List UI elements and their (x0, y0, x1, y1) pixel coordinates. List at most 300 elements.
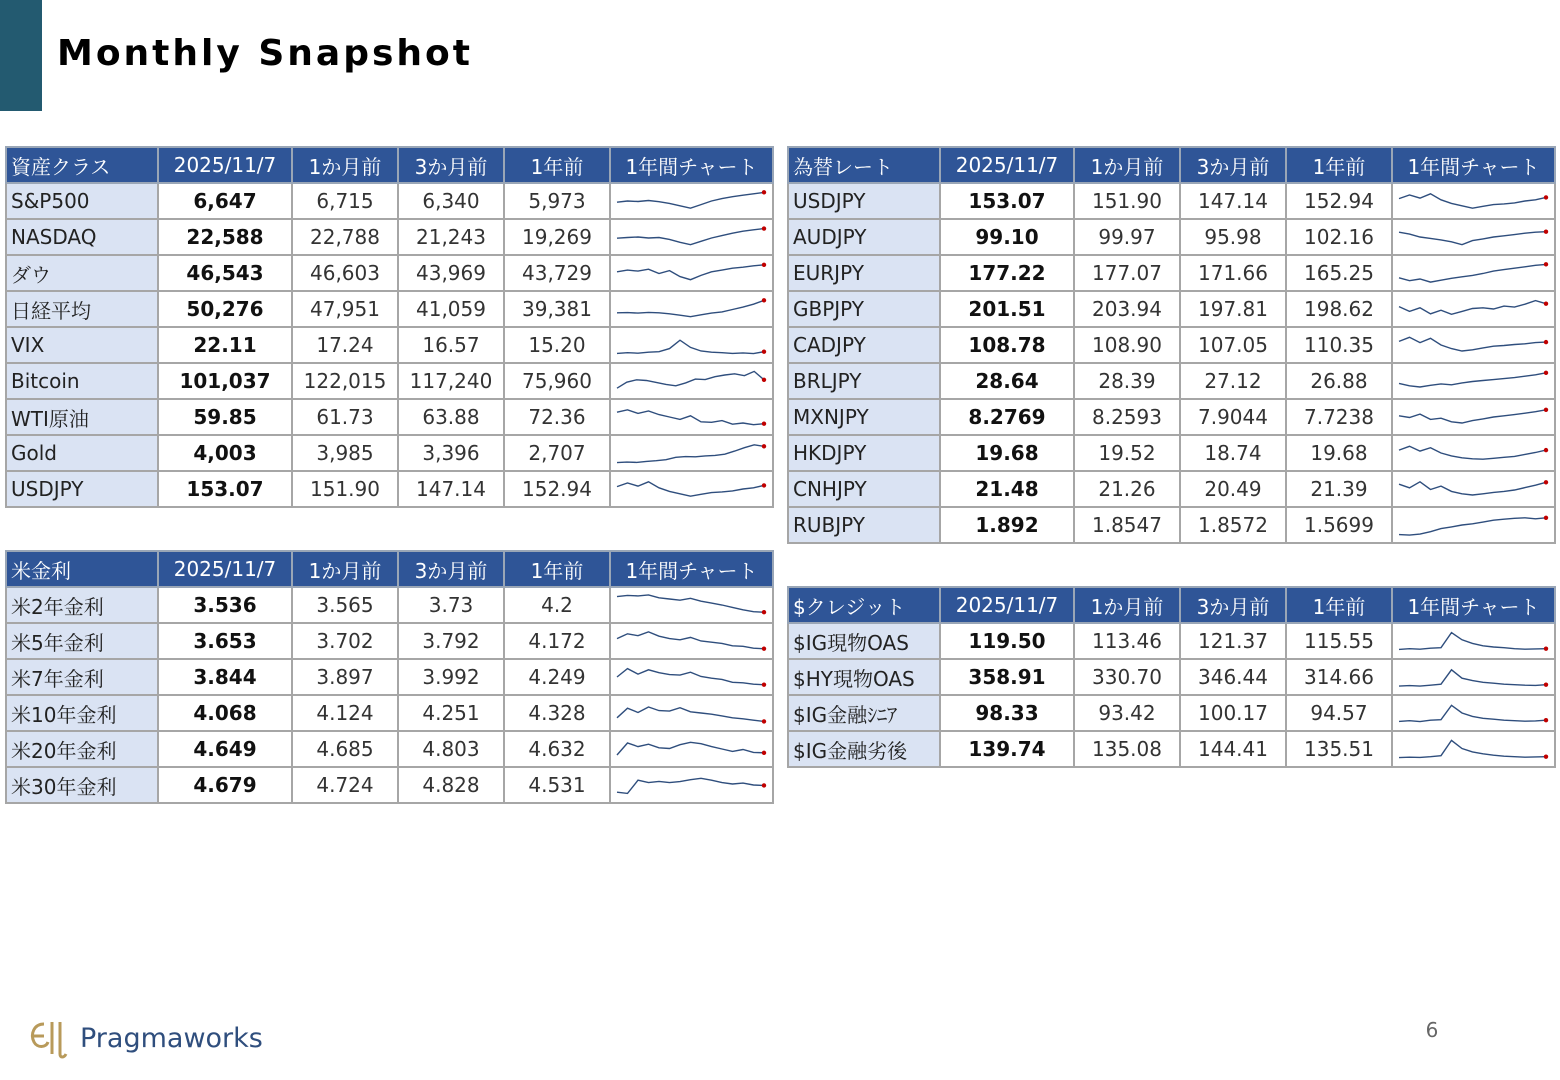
page-title: Monthly Snapshot (57, 33, 473, 74)
sparkline-line (617, 229, 764, 245)
table-row (788, 623, 1555, 659)
sparkline-cell (610, 623, 773, 659)
sparkline-line (617, 632, 764, 649)
sparkline-chart (1393, 221, 1552, 253)
current-value: 3.536 (158, 587, 292, 623)
credit-header-row (788, 587, 1555, 623)
past-value: 5,973 (504, 183, 610, 219)
brand-logo (24, 1014, 263, 1062)
sparkline-cell (610, 399, 773, 435)
past-value: 28.39 (1074, 363, 1180, 399)
sparkline-end-marker (1544, 718, 1548, 722)
sparkline-end-marker (762, 719, 766, 723)
sparkline-line (1399, 740, 1546, 757)
column-header: 2025/11/7 (158, 147, 292, 183)
row-label: S&P500 (6, 183, 158, 219)
current-value: 8.2769 (940, 399, 1074, 435)
sparkline-line (1399, 194, 1546, 208)
past-value: 346.44 (1180, 659, 1286, 695)
column-header: 1年前 (1286, 587, 1392, 623)
column-header: 3か月前 (398, 551, 504, 587)
past-value: 135.08 (1074, 731, 1180, 767)
column-header: 3か月前 (398, 147, 504, 183)
column-header: 1か月前 (1074, 587, 1180, 623)
sparkline-line (1399, 633, 1546, 650)
past-value: 3.992 (398, 659, 504, 695)
past-value: 152.94 (504, 471, 610, 507)
sparkline-cell (1392, 659, 1555, 695)
sparkline-cell (1392, 507, 1555, 543)
past-value: 8.2593 (1074, 399, 1180, 435)
row-label: CNHJPY (788, 471, 940, 507)
row-label: CADJPY (788, 327, 940, 363)
sparkline-end-marker (1544, 516, 1548, 520)
current-value: 21.48 (940, 471, 1074, 507)
sparkline-line (1399, 705, 1546, 721)
past-value: 1.8572 (1180, 507, 1286, 543)
sparkline-end-marker (1544, 408, 1548, 412)
past-value: 4.724 (292, 767, 398, 803)
row-label: $IG金融劣後 (788, 731, 940, 767)
sparkline-chart (611, 329, 770, 361)
sparkline-chart (611, 733, 770, 765)
past-value: 21.26 (1074, 471, 1180, 507)
sparkline-cell (1392, 255, 1555, 291)
current-value: 28.64 (940, 363, 1074, 399)
table-row (6, 255, 773, 291)
sparkline-line (617, 192, 764, 208)
sparkline-cell (610, 659, 773, 695)
past-value: 18.74 (1180, 435, 1286, 471)
sparkline-end-marker (1544, 371, 1548, 375)
current-value: 201.51 (940, 291, 1074, 327)
row-label: HKDJPY (788, 435, 940, 471)
row-label: $IG金融ｼﾆｱ (788, 695, 940, 731)
sparkline-cell (610, 255, 773, 291)
current-value: 46,543 (158, 255, 292, 291)
row-label: Bitcoin (6, 363, 158, 399)
sparkline-end-marker (762, 751, 766, 755)
row-label: GBPJPY (788, 291, 940, 327)
past-value: 147.14 (398, 471, 504, 507)
past-value: 2,707 (504, 435, 610, 471)
table-row (788, 695, 1555, 731)
sparkline-chart (611, 437, 770, 469)
sparkline-line (617, 265, 764, 280)
sparkline-line (1399, 264, 1546, 282)
current-value: 98.33 (940, 695, 1074, 731)
sparkline-line (617, 445, 764, 463)
past-value: 177.07 (1074, 255, 1180, 291)
column-header: 1年間チャート (1392, 587, 1555, 623)
current-value: 4.679 (158, 767, 292, 803)
past-value: 94.57 (1286, 695, 1392, 731)
past-value: 4.2 (504, 587, 610, 623)
sparkline-chart (611, 661, 770, 693)
past-value: 20.49 (1180, 471, 1286, 507)
sparkline-cell (610, 695, 773, 731)
past-value: 171.66 (1180, 255, 1286, 291)
row-label: 米10年金利 (6, 695, 158, 731)
past-value: 6,340 (398, 183, 504, 219)
sparkline-cell (1392, 183, 1555, 219)
current-value: 101,037 (158, 363, 292, 399)
table-row (6, 219, 773, 255)
table-row (6, 587, 773, 623)
sparkline-line (617, 482, 764, 496)
current-value: 3.844 (158, 659, 292, 695)
column-header: 1年前 (504, 551, 610, 587)
sparkline-chart (1393, 473, 1552, 505)
sparkline-chart (611, 473, 770, 505)
current-value: 358.91 (940, 659, 1074, 695)
current-value: 19.68 (940, 435, 1074, 471)
sparkline-end-marker (1544, 302, 1548, 306)
sparkline-chart (1393, 625, 1552, 657)
table-row (6, 399, 773, 435)
table-row (6, 659, 773, 695)
sparkline-end-marker (762, 610, 766, 614)
column-header: 1年前 (1286, 147, 1392, 183)
table-row (788, 363, 1555, 399)
table-row (788, 183, 1555, 219)
past-value: 46,603 (292, 255, 398, 291)
past-value: 4.251 (398, 695, 504, 731)
current-value: 139.74 (940, 731, 1074, 767)
row-label: USDJPY (6, 471, 158, 507)
brand-name: Pragmaworks (80, 1022, 263, 1054)
sparkline-end-marker (1544, 448, 1548, 452)
column-header: 資産クラス (6, 147, 158, 183)
past-value: 4.685 (292, 731, 398, 767)
sparkline-end-marker (1544, 230, 1548, 234)
past-value: 121.37 (1180, 623, 1286, 659)
past-value: 75,960 (504, 363, 610, 399)
column-header: 2025/11/7 (158, 551, 292, 587)
column-header: 1か月前 (292, 147, 398, 183)
sparkline-line (1399, 518, 1546, 535)
sparkline-line (617, 371, 764, 388)
row-label: 日経平均 (6, 291, 158, 327)
past-value: 3.565 (292, 587, 398, 623)
sparkline-chart (611, 625, 770, 657)
row-label: USDJPY (788, 183, 940, 219)
past-value: 203.94 (1074, 291, 1180, 327)
past-value: 3.897 (292, 659, 398, 695)
credit-table (787, 586, 1556, 768)
past-value: 43,969 (398, 255, 504, 291)
sparkline-end-marker (762, 783, 766, 787)
table-row (6, 767, 773, 803)
fx-rate-table (787, 146, 1556, 544)
current-value: 153.07 (940, 183, 1074, 219)
column-header: $クレジット (788, 587, 940, 623)
sparkline-cell (1392, 731, 1555, 767)
current-value: 177.22 (940, 255, 1074, 291)
past-value: 122,015 (292, 363, 398, 399)
past-value: 93.42 (1074, 695, 1180, 731)
current-value: 4.068 (158, 695, 292, 731)
column-header: 3か月前 (1180, 587, 1286, 623)
table-row (788, 255, 1555, 291)
past-value: 113.46 (1074, 623, 1180, 659)
row-label: $HY現物OAS (788, 659, 940, 695)
past-value: 4.249 (504, 659, 610, 695)
past-value: 1.5699 (1286, 507, 1392, 543)
sparkline-cell (1392, 219, 1555, 255)
row-label: $IG現物OAS (788, 623, 940, 659)
past-value: 3.702 (292, 623, 398, 659)
past-value: 39,381 (504, 291, 610, 327)
past-value: 47,951 (292, 291, 398, 327)
row-label: AUDJPY (788, 219, 940, 255)
sparkline-end-marker (762, 483, 766, 487)
current-value: 119.50 (940, 623, 1074, 659)
past-value: 21,243 (398, 219, 504, 255)
past-value: 135.51 (1286, 731, 1392, 767)
past-value: 3.73 (398, 587, 504, 623)
past-value: 72.36 (504, 399, 610, 435)
sparkline-chart (1393, 509, 1552, 541)
asset-class-header-row (6, 147, 773, 183)
row-label: 米5年金利 (6, 623, 158, 659)
sparkline-cell (1392, 695, 1555, 731)
table-row (788, 731, 1555, 767)
past-value: 17.24 (292, 327, 398, 363)
sparkline-cell (610, 219, 773, 255)
sparkline-chart (611, 769, 770, 801)
table-row (788, 291, 1555, 327)
row-label: MXNJPY (788, 399, 940, 435)
page-number: 6 (1425, 1018, 1439, 1042)
current-value: 3.653 (158, 623, 292, 659)
sparkline-end-marker (762, 350, 766, 354)
table-row (788, 219, 1555, 255)
sparkline-cell (1392, 471, 1555, 507)
row-label: 米7年金利 (6, 659, 158, 695)
sparkline-chart (611, 401, 770, 433)
sparkline-chart (611, 185, 770, 217)
past-value: 151.90 (292, 471, 398, 507)
past-value: 7.9044 (1180, 399, 1286, 435)
table-row (6, 695, 773, 731)
row-label: Gold (6, 435, 158, 471)
sparkline-line (1399, 446, 1546, 459)
past-value: 144.41 (1180, 731, 1286, 767)
sparkline-cell (610, 435, 773, 471)
sparkline-chart (611, 221, 770, 253)
sparkline-chart (1393, 329, 1552, 361)
current-value: 6,647 (158, 183, 292, 219)
table-row (6, 471, 773, 507)
past-value: 152.94 (1286, 183, 1392, 219)
sparkline-cell (1392, 363, 1555, 399)
row-label: 米20年金利 (6, 731, 158, 767)
row-label: EURJPY (788, 255, 940, 291)
sparkline-line (617, 778, 764, 793)
sparkline-end-marker (762, 444, 766, 448)
past-value: 102.16 (1286, 219, 1392, 255)
row-label: ダウ (6, 255, 158, 291)
past-value: 95.98 (1180, 219, 1286, 255)
current-value: 4.649 (158, 731, 292, 767)
sparkline-line (617, 707, 764, 721)
past-value: 21.39 (1286, 471, 1392, 507)
sparkline-line (617, 410, 764, 425)
sparkline-chart (1393, 293, 1552, 325)
sparkline-line (617, 742, 764, 755)
sparkline-chart (611, 293, 770, 325)
row-label: VIX (6, 327, 158, 363)
past-value: 3.792 (398, 623, 504, 659)
table-row (788, 659, 1555, 695)
sparkline-cell (610, 363, 773, 399)
past-value: 197.81 (1180, 291, 1286, 327)
column-header: 2025/11/7 (940, 147, 1074, 183)
past-value: 1.8547 (1074, 507, 1180, 543)
row-label: NASDAQ (6, 219, 158, 255)
past-value: 4.531 (504, 767, 610, 803)
sparkline-cell (610, 183, 773, 219)
row-label: 米2年金利 (6, 587, 158, 623)
column-header: 1年前 (504, 147, 610, 183)
table-row (6, 291, 773, 327)
row-label: BRLJPY (788, 363, 940, 399)
sparkline-end-marker (762, 378, 766, 382)
column-header: 為替レート (788, 147, 940, 183)
table-row (6, 363, 773, 399)
sparkline-chart (1393, 437, 1552, 469)
sparkline-end-marker (762, 190, 766, 194)
sparkline-chart (1393, 733, 1552, 765)
sparkline-end-marker (1544, 195, 1548, 199)
current-value: 153.07 (158, 471, 292, 507)
past-value: 19,269 (504, 219, 610, 255)
sparkline-chart (1393, 257, 1552, 289)
sparkline-chart (1393, 365, 1552, 397)
sparkline-cell (610, 767, 773, 803)
past-value: 4.328 (504, 695, 610, 731)
sparkline-end-marker (1544, 682, 1548, 686)
past-value: 6,715 (292, 183, 398, 219)
past-value: 43,729 (504, 255, 610, 291)
sparkline-line (617, 669, 764, 685)
past-value: 117,240 (398, 363, 504, 399)
sparkline-end-marker (762, 226, 766, 230)
sparkline-cell (1392, 291, 1555, 327)
past-value: 110.35 (1286, 327, 1392, 363)
current-value: 99.10 (940, 219, 1074, 255)
row-label: RUBJPY (788, 507, 940, 543)
sparkline-end-marker (1544, 480, 1548, 484)
past-value: 100.17 (1180, 695, 1286, 731)
table-row (6, 731, 773, 767)
past-value: 4.803 (398, 731, 504, 767)
table-row (6, 183, 773, 219)
sparkline-line (617, 595, 764, 612)
current-value: 59.85 (158, 399, 292, 435)
sparkline-chart (611, 257, 770, 289)
past-value: 4.172 (504, 623, 610, 659)
sparkline-end-marker (762, 422, 766, 426)
sparkline-chart (1393, 697, 1552, 729)
sparkline-line (1399, 670, 1546, 686)
us-rates-header-row (6, 551, 773, 587)
past-value: 63.88 (398, 399, 504, 435)
past-value: 115.55 (1286, 623, 1392, 659)
sparkline-end-marker (1544, 646, 1548, 650)
past-value: 147.14 (1180, 183, 1286, 219)
sparkline-line (1399, 482, 1546, 495)
table-row (788, 435, 1555, 471)
sparkline-cell (1392, 435, 1555, 471)
sparkline-cell (610, 587, 773, 623)
sparkline-chart (611, 589, 770, 621)
column-header: 1か月前 (1074, 147, 1180, 183)
past-value: 15.20 (504, 327, 610, 363)
past-value: 99.97 (1074, 219, 1180, 255)
past-value: 108.90 (1074, 327, 1180, 363)
title-accent-bar (0, 0, 42, 111)
past-value: 19.68 (1286, 435, 1392, 471)
current-value: 1.892 (940, 507, 1074, 543)
sparkline-chart (1393, 185, 1552, 217)
past-value: 22,788 (292, 219, 398, 255)
sparkline-cell (610, 471, 773, 507)
sparkline-line (1399, 301, 1546, 315)
column-header: 3か月前 (1180, 147, 1286, 183)
sparkline-end-marker (1544, 340, 1548, 344)
sparkline-end-marker (1544, 262, 1548, 266)
table-row (788, 399, 1555, 435)
past-value: 4.632 (504, 731, 610, 767)
sparkline-end-marker (762, 263, 766, 267)
table-row (788, 327, 1555, 363)
past-value: 16.57 (398, 327, 504, 363)
sparkline-chart (1393, 661, 1552, 693)
past-value: 4.828 (398, 767, 504, 803)
past-value: 165.25 (1286, 255, 1392, 291)
past-value: 3,396 (398, 435, 504, 471)
table-row (788, 471, 1555, 507)
sparkline-line (617, 300, 764, 316)
sparkline-chart (611, 365, 770, 397)
sparkline-line (1399, 337, 1546, 351)
fx-rate-header-row (788, 147, 1555, 183)
sparkline-cell (610, 291, 773, 327)
past-value: 3,985 (292, 435, 398, 471)
sparkline-cell (610, 731, 773, 767)
sparkline-line (617, 340, 764, 353)
row-label: WTI原油 (6, 399, 158, 435)
sparkline-end-marker (1544, 754, 1548, 758)
current-value: 50,276 (158, 291, 292, 327)
asset-class-table (5, 146, 774, 508)
past-value: 151.90 (1074, 183, 1180, 219)
row-label: 米30年金利 (6, 767, 158, 803)
table-row (6, 623, 773, 659)
past-value: 4.124 (292, 695, 398, 731)
past-value: 19.52 (1074, 435, 1180, 471)
table-row (6, 327, 773, 363)
sparkline-end-marker (762, 298, 766, 302)
current-value: 22,588 (158, 219, 292, 255)
past-value: 198.62 (1286, 291, 1392, 327)
past-value: 26.88 (1286, 363, 1392, 399)
column-header: 1年間チャート (610, 551, 773, 587)
sparkline-end-marker (762, 646, 766, 650)
past-value: 330.70 (1074, 659, 1180, 695)
